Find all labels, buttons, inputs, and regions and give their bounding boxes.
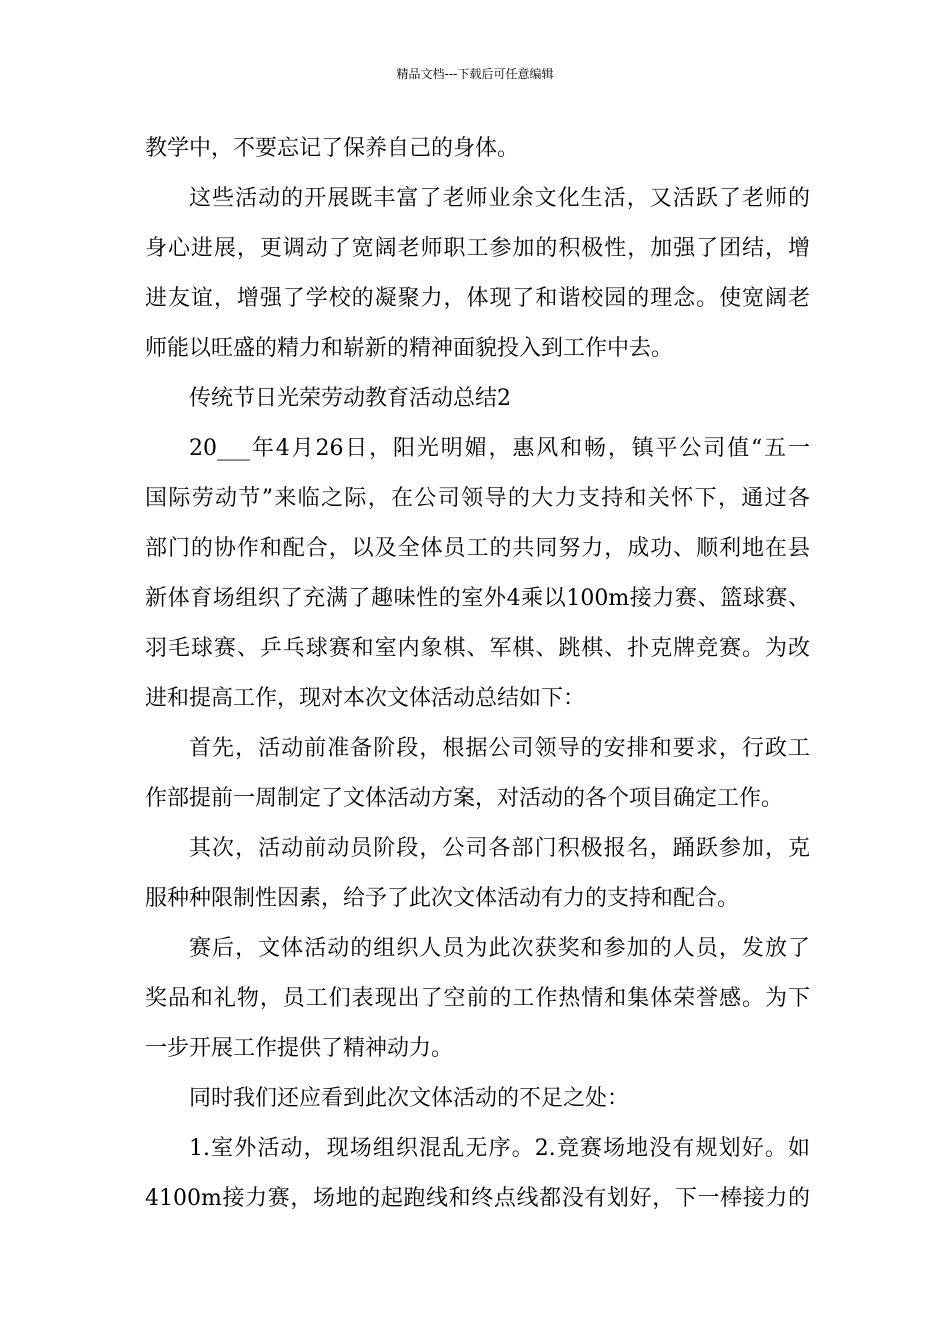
text-line: 一步开展工作提供了精神动力。 [145, 1036, 454, 1061]
text-line: 传统节日光荣劳动教育活动总结2 [189, 386, 511, 411]
text-line: 新体育场组织了充满了趣味性的室外4乘以100m接力赛、篮球赛、 [145, 586, 810, 611]
text-line: 4100m接力赛，场地的起跑线和终点线都没有划好，下一棒接力的 [145, 1186, 810, 1211]
text-line: 身心进展，更调动了宽阔老师职工参加的积极性，加强了团结，增 [145, 236, 810, 261]
text-line: 师能以旺盛的精力和崭新的精神面貌投入到工作中去。 [145, 336, 674, 361]
page-header: 精品文档---下载后可任意编辑 [396, 67, 554, 81]
text-line: 首先，活动前准备阶段，根据公司领导的安排和要求，行政工 [189, 736, 810, 761]
text-line: 羽毛球赛、乒乓球赛和室内象棋、军棋、跳棋、扑克牌竞赛。为改 [145, 636, 810, 661]
document-body [145, 124, 810, 1224]
text-line: 教学中，不要忘记了保养自己的身体。 [145, 136, 520, 161]
text-line: 同时我们还应看到此次文体活动的不足之处： [189, 1086, 630, 1111]
text-line: 奖品和礼物，员工们表现出了空前的工作热情和集体荣誉感。为下 [145, 986, 810, 1011]
text-line: 进和提高工作，现对本次文体活动总结如下： [145, 686, 586, 711]
text-line: 作部提前一周制定了文体活动方案，对活动的各个项目确定工作。 [145, 786, 784, 811]
text-line: 服种种限制性因素，给予了此次文体活动有力的支持和配合。 [145, 886, 740, 911]
text-line: 其次，活动前动员阶段，公司各部门积极报名，踊跃参加，克 [189, 836, 810, 861]
text-line: 这些活动的开展既丰富了老师业余文化生活，又活跃了老师的 [189, 186, 810, 211]
text-line: 国际劳动节”来临之际，在公司领导的大力支持和关怀下，通过各 [145, 486, 810, 511]
text-line: 进友谊，增强了学校的凝聚力，体现了和谐校园的理念。使宽阔老 [145, 286, 810, 311]
text-line: 赛后，文体活动的组织人员为此次获奖和参加的人员，发放了 [189, 936, 810, 961]
text-line: 1.室外活动，现场组织混乱无序。2.竞赛场地没有规划好。如 [189, 1136, 810, 1161]
text-line: 部门的协作和配合，以及全体员工的共同努力，成功、顺利地在县 [145, 536, 810, 561]
text-line: 20___年4月26日，阳光明媚，惠风和畅，镇平公司值“五一 [189, 436, 810, 461]
